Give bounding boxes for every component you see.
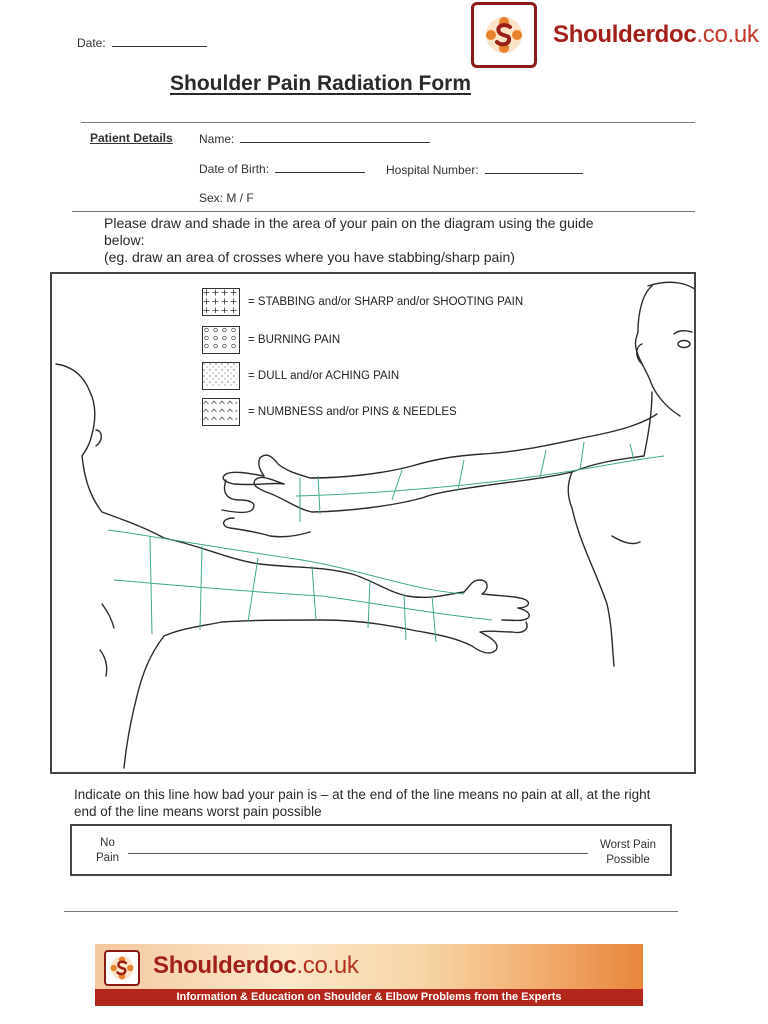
legend-numbness bbox=[202, 398, 457, 426]
date-label: Date: bbox=[77, 36, 106, 50]
name-blank[interactable] bbox=[240, 142, 430, 143]
crosses-pattern-icon bbox=[202, 288, 240, 316]
divider bbox=[72, 211, 695, 212]
banner-wordmark bbox=[153, 952, 359, 980]
worst-pain-label bbox=[600, 838, 656, 868]
drawing-instructions bbox=[104, 215, 624, 266]
logo-name: Shoulderdoc bbox=[553, 21, 697, 48]
name-label: Name: bbox=[199, 132, 235, 146]
hospital-number-label: Hospital Number: bbox=[386, 163, 479, 177]
footer-banner[interactable] bbox=[95, 944, 643, 1006]
banner-name: Shoulderdoc bbox=[153, 952, 297, 979]
date-blank[interactable] bbox=[112, 46, 207, 47]
no-pain-label-line-1: No bbox=[100, 837, 115, 849]
patient-details-label: Patient Details bbox=[90, 131, 173, 145]
legend-label: = NUMBNESS and/or PINS & NEEDLES bbox=[248, 406, 457, 418]
dob-label: Date of Birth: bbox=[199, 162, 270, 176]
banner-tagline: Information & Education on Shoulder & Elbow Problems from the Experts bbox=[95, 989, 643, 1006]
shoulderdoc-emblem-icon bbox=[104, 950, 140, 986]
legend-stabbing bbox=[202, 288, 523, 316]
no-pain-label bbox=[96, 836, 119, 866]
pain-scale-line[interactable] bbox=[128, 853, 588, 854]
hospital-number-field bbox=[386, 163, 583, 177]
hospital-number-blank[interactable] bbox=[485, 173, 583, 174]
legend-label: = BURNING PAIN bbox=[248, 334, 341, 346]
legend-label: = STABBING and/or SHARP and/or SHOOTING PAIN bbox=[248, 296, 524, 308]
page-title: Shoulder Pain Radiation Form bbox=[170, 72, 472, 95]
legend-burning bbox=[202, 326, 340, 354]
date-field bbox=[77, 36, 207, 50]
sex-field[interactable]: Sex: M / F bbox=[199, 191, 254, 205]
pain-scale-instruction: Indicate on this line how bad your pain is – at the end of the line means no pain at all, at the right end of the line means worst pain possible bbox=[74, 787, 651, 819]
no-pain-label-line-2: Pain bbox=[96, 852, 120, 864]
pain-scale[interactable] bbox=[70, 824, 672, 876]
divider bbox=[81, 122, 695, 123]
instruction-line-2: (eg. draw an area of crosses where you have stabbing/sharp pain) bbox=[104, 249, 515, 265]
legend-dull bbox=[202, 362, 399, 390]
divider bbox=[64, 911, 678, 912]
shoulderdoc-emblem-icon bbox=[471, 2, 537, 68]
body-outline-drawing bbox=[52, 274, 694, 772]
instruction-line-1: Please draw and shade in the area of your pain on the diagram using the guide below: bbox=[104, 215, 594, 248]
worst-pain-label-line-2: Possible bbox=[606, 854, 650, 866]
shoulderdoc-logo bbox=[471, 2, 759, 68]
worst-pain-label-line-1: Worst Pain bbox=[599, 839, 656, 851]
dob-blank[interactable] bbox=[275, 172, 365, 173]
logo-wordmark bbox=[553, 21, 759, 49]
legend-label: = DULL and/or ACHING PAIN bbox=[248, 370, 400, 382]
banner-tld: .co.uk bbox=[296, 952, 359, 979]
logo-tld: .co.uk bbox=[696, 21, 759, 48]
body-diagram[interactable] bbox=[50, 272, 696, 774]
dots-pattern-icon bbox=[202, 362, 240, 390]
name-field bbox=[199, 132, 430, 146]
circles-pattern-icon bbox=[202, 326, 240, 354]
carets-pattern-icon bbox=[202, 398, 240, 426]
dob-field bbox=[199, 162, 365, 176]
